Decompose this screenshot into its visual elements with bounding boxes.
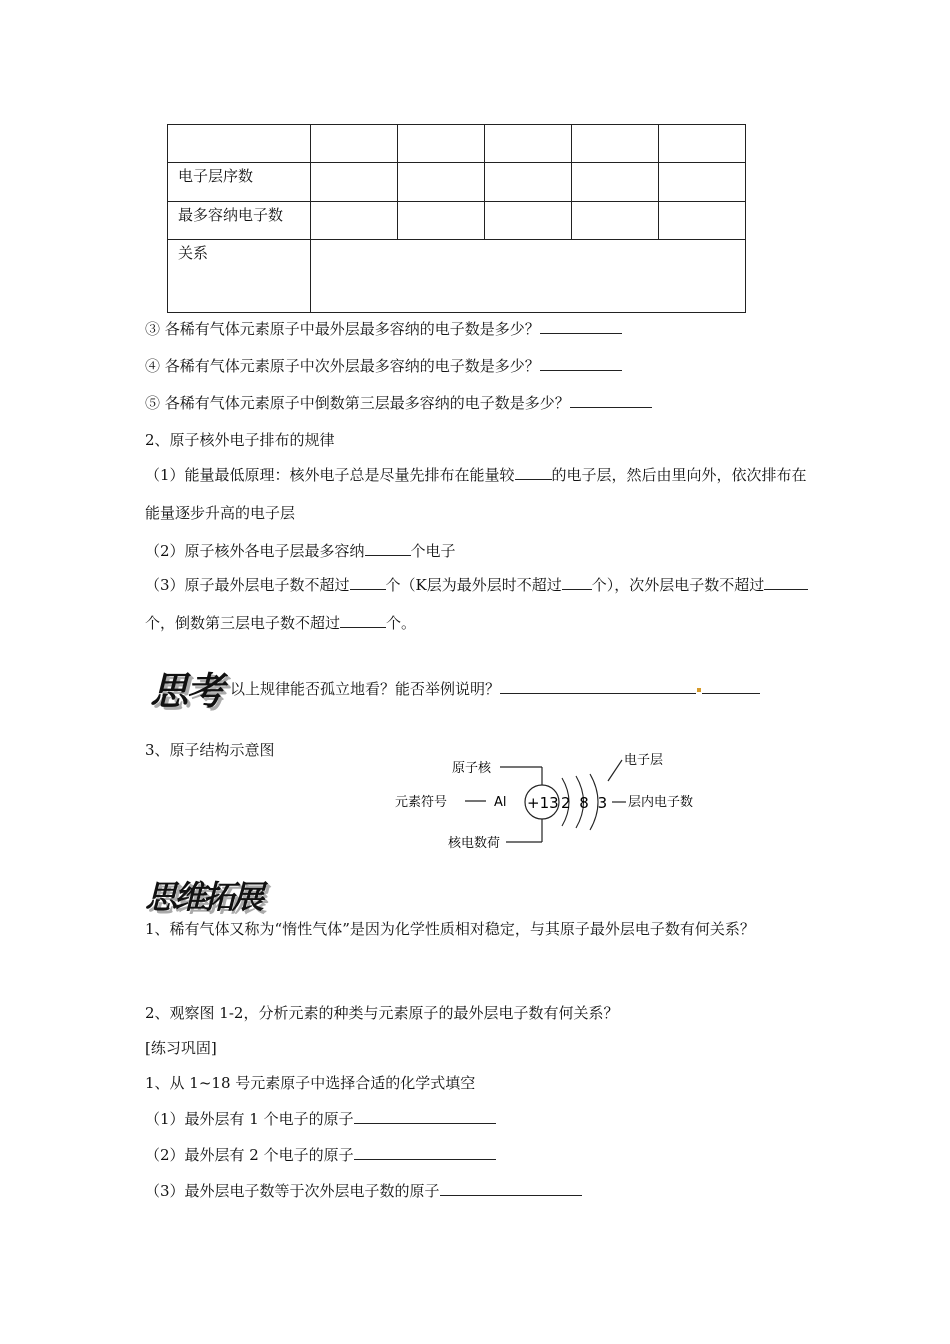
rule-1 xyxy=(145,456,810,532)
table-cell[interactable] xyxy=(659,125,746,163)
table-row xyxy=(168,240,746,313)
table-cell[interactable] xyxy=(485,202,572,240)
answer-blank[interactable] xyxy=(540,356,622,371)
answer-blank[interactable] xyxy=(562,575,592,590)
section-heading-diagram: 3、原子结构示意图 xyxy=(145,741,275,759)
row-label-relation: 关系 xyxy=(168,240,311,313)
row-label-shell-number: 电子层序数 xyxy=(168,163,311,202)
table-cell[interactable] xyxy=(398,163,485,202)
symbol-label: 元素符号 xyxy=(395,795,448,810)
leader-line xyxy=(608,760,622,781)
question-text: （1）最外层有 1 个电子的原子 xyxy=(145,1110,354,1128)
table-row xyxy=(168,202,746,240)
nuclear-charge: +13 xyxy=(527,794,559,812)
section-heading-rules: 2、原子核外电子排布的规律 xyxy=(145,431,335,449)
table-row xyxy=(168,125,746,163)
answer-blank[interactable] xyxy=(570,393,652,408)
answer-blank[interactable] xyxy=(764,575,808,590)
relation-answer-cell[interactable] xyxy=(311,240,746,313)
table-cell[interactable] xyxy=(311,125,398,163)
rule-text: （2）原子核外各电子层最多容纳 xyxy=(145,542,365,560)
shell-electron-counts: 2 8 3 xyxy=(561,794,610,812)
answer-blank[interactable] xyxy=(350,575,386,590)
practice-item-1 xyxy=(145,1108,496,1129)
table-cell[interactable] xyxy=(572,125,659,163)
rule-3 xyxy=(145,566,810,642)
element-symbol: Al xyxy=(494,795,507,810)
question-text: （3）最外层电子数等于次外层电子数的原子 xyxy=(145,1182,440,1200)
extension-title: 思维拓展 xyxy=(145,878,262,916)
table-cell[interactable] xyxy=(572,202,659,240)
rule-text: 的电子层，然后由里向外，依次排布在能量逐步升高的电子层 xyxy=(145,466,807,522)
rule-2 xyxy=(145,540,456,561)
atom-structure-diagram xyxy=(390,745,720,857)
question-text: ③ 各稀有气体元素原子中最外层最多容纳的电子数是多少？ xyxy=(145,320,540,338)
question-text: ④ 各稀有气体元素原子中次外层最多容纳的电子数是多少？ xyxy=(145,357,540,375)
question-5 xyxy=(145,392,652,413)
extension-question-2: 2、观察图 1-2，分析元素的种类与元素原子的最外层电子数有何关系？ xyxy=(145,1004,619,1022)
practice-item-2 xyxy=(145,1144,496,1165)
answer-blank[interactable] xyxy=(515,465,552,480)
electrons-label: 层内电子数 xyxy=(628,795,694,810)
question-text: 以上规律能否孤立地看？能否举例说明？ xyxy=(230,680,501,698)
rule-text: （3）原子最外层电子数不超过 xyxy=(145,576,350,594)
table-cell[interactable] xyxy=(311,163,398,202)
charge-label: 核电数荷 xyxy=(448,836,501,851)
think-question xyxy=(230,678,760,699)
rule-text: 个），次外层电子数不超过 xyxy=(591,576,765,594)
practice-heading: [练习巩固] xyxy=(145,1039,217,1057)
table-cell[interactable] xyxy=(485,163,572,202)
question-3 xyxy=(145,318,622,339)
table-cell[interactable] xyxy=(311,202,398,240)
table-cell[interactable] xyxy=(659,163,746,202)
answer-blank[interactable] xyxy=(340,613,386,628)
question-text: ⑤ 各稀有气体元素原子中倒数第三层最多容纳的电子数是多少？ xyxy=(145,394,570,412)
table-cell[interactable] xyxy=(572,163,659,202)
table-cell xyxy=(168,125,311,163)
table-cell[interactable] xyxy=(398,202,485,240)
answer-blank[interactable] xyxy=(500,679,696,694)
table-cell[interactable] xyxy=(659,202,746,240)
row-label-max-electrons: 最多容纳电子数 xyxy=(168,202,311,240)
answer-blank[interactable] xyxy=(440,1181,582,1196)
practice-item-3 xyxy=(145,1180,582,1201)
extension-question-1: 1、稀有气体又称为“惰性气体”是因为化学性质相对稳定，与其原子最外层电子数有何关系？ xyxy=(145,920,755,938)
question-4 xyxy=(145,355,622,376)
question-text: （2）最外层有 2 个电子的原子 xyxy=(145,1146,354,1164)
shell-label: 电子层 xyxy=(624,753,664,768)
practice-intro: 1、从 1~18 号元素原子中选择合适的化学式填空 xyxy=(145,1074,476,1092)
table-row xyxy=(168,163,746,202)
rule-text: 个（K层为最外层时不超过 xyxy=(385,576,562,594)
rule-text: 个电子 xyxy=(410,542,456,560)
rule-text: 个，倒数第三层电子数不超过 xyxy=(145,614,341,632)
answer-blank[interactable] xyxy=(540,319,622,334)
marker-dot xyxy=(697,688,701,692)
think-title: 思考 xyxy=(150,669,223,713)
rule-text: （1）能量最低原理：核外电子总是尽量先排布在能量较 xyxy=(145,466,515,484)
answer-blank[interactable] xyxy=(365,541,411,556)
nucleus-label: 原子核 xyxy=(452,761,492,776)
rule-text: 个。 xyxy=(386,614,417,632)
answer-blank[interactable] xyxy=(702,679,760,694)
table-cell[interactable] xyxy=(485,125,572,163)
answer-blank[interactable] xyxy=(354,1145,496,1160)
shell-capacity-table xyxy=(167,124,746,313)
table-cell[interactable] xyxy=(398,125,485,163)
answer-blank[interactable] xyxy=(354,1109,496,1124)
